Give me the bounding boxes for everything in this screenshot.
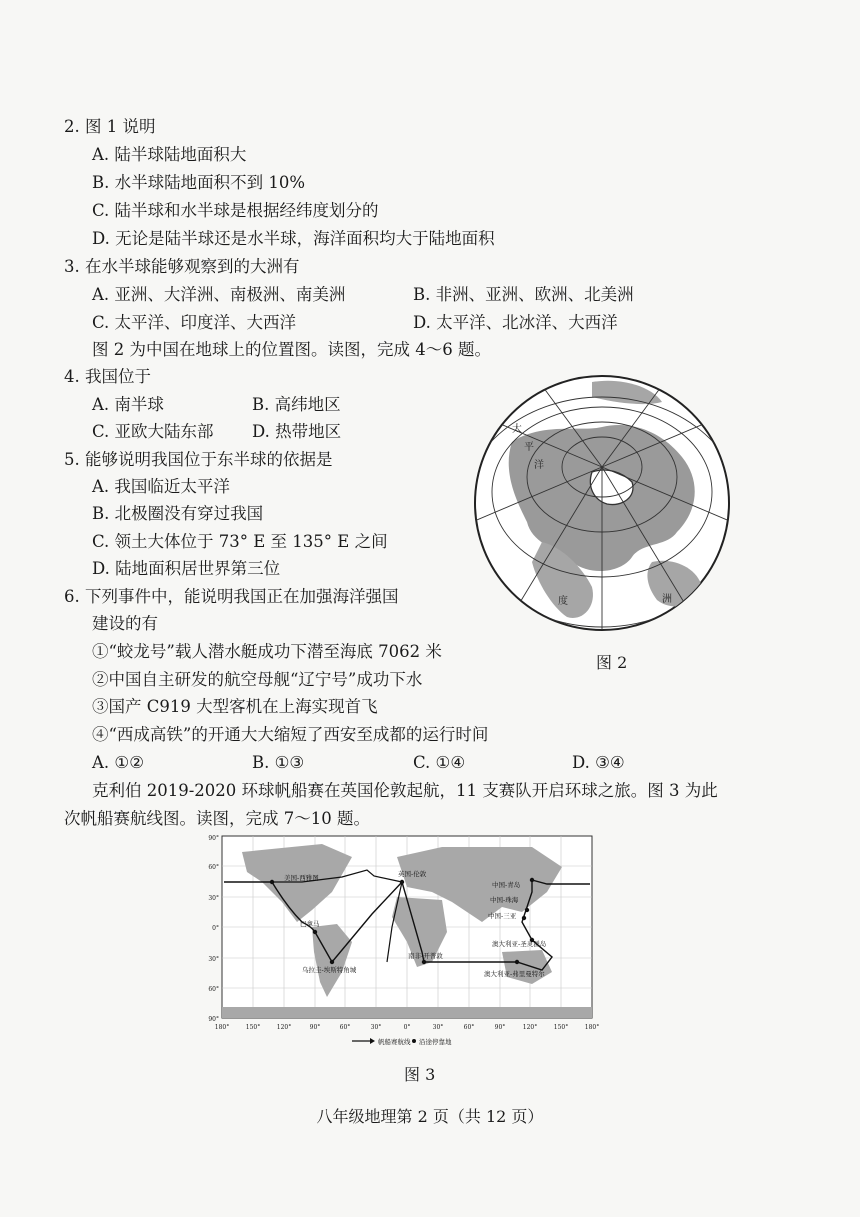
lon-30w: 30° bbox=[370, 1024, 382, 1031]
lat-30n: 30° bbox=[208, 895, 219, 902]
lon-180w: 180° bbox=[214, 1024, 230, 1031]
q4-option-b: B. 高纬地区 bbox=[252, 395, 341, 414]
q2-option-c: C. 陆半球和水半球是根据经纬度划分的 bbox=[92, 201, 379, 220]
lat-60s: 60° bbox=[208, 986, 219, 993]
q5-stem: 5. 能够说明我国位于东半球的依据是 bbox=[64, 450, 333, 469]
page-footer: 八年级地理第 2 页（共 12 页） bbox=[316, 1107, 544, 1126]
legend-arrowhead bbox=[370, 1038, 375, 1044]
globe-label-4: 度 bbox=[558, 596, 568, 607]
label-fremantle: 澳大利亚-弗里曼特尔 bbox=[484, 970, 545, 978]
q4-option-c: C. 亚欧大陆东部 bbox=[92, 422, 214, 441]
q6-stem-line1: 6. 下列事件中，能说明我国正在加强海洋强国 bbox=[64, 587, 399, 606]
q3-stem: 3. 在水半球能够观察到的大洲有 bbox=[64, 257, 300, 276]
map-lat-labels bbox=[208, 835, 219, 1023]
label-zhuhai: 中国-珠海 bbox=[490, 896, 519, 904]
globe-label-3: 洋 bbox=[534, 460, 544, 471]
map-legend bbox=[352, 1037, 452, 1046]
lon-180e: 180° bbox=[584, 1024, 600, 1031]
label-panama: 巴拿马 bbox=[300, 920, 320, 928]
lon-30e: 30° bbox=[432, 1024, 444, 1031]
lon-90w: 90° bbox=[309, 1024, 321, 1031]
q6-stem-line2: 建设的有 bbox=[92, 614, 158, 633]
globe-label-2: 平 bbox=[524, 442, 534, 453]
q5-option-c: C. 领土大体位于 73° E 至 135° E 之间 bbox=[92, 532, 388, 551]
figure-2-caption: 图 2 bbox=[596, 653, 628, 672]
q5-option-d: D. 陆地面积居世界第三位 bbox=[92, 559, 281, 578]
label-qingdao: 中国-青岛 bbox=[492, 881, 521, 889]
figure-2-globe bbox=[472, 372, 732, 634]
label-london: 英国-伦敦 bbox=[398, 870, 427, 878]
q5-option-b: B. 北极圈没有穿过我国 bbox=[92, 504, 264, 523]
figure-3-route-map bbox=[202, 832, 602, 1050]
label-whitsundays: 澳大利亚-圣灵群岛 bbox=[492, 940, 547, 948]
intro-4-6: 图 2 为中国在地球上的位置图。读图，完成 4～6 题。 bbox=[92, 340, 491, 359]
lat-90s: 90° bbox=[208, 1016, 219, 1023]
q6-item-4: ④“西成高铁”的开通大大缩短了西安至成都的运行时间 bbox=[92, 725, 489, 744]
lat-0: 0° bbox=[212, 925, 219, 932]
intro-7-10-line2: 次帆船赛航线图。读图，完成 7～10 题。 bbox=[64, 809, 370, 828]
lat-30s: 30° bbox=[208, 956, 219, 963]
q6-item-1: ①“蛟龙号”载人潜水艇成功下潜至海底 7062 米 bbox=[92, 642, 442, 661]
lat-60n: 60° bbox=[208, 864, 219, 871]
q2-option-a: A. 陆半球陆地面积大 bbox=[92, 145, 247, 164]
lon-150w: 150° bbox=[245, 1024, 261, 1031]
label-seattle: 美国-西雅图 bbox=[284, 874, 319, 882]
lon-60e: 60° bbox=[463, 1024, 475, 1031]
q2-option-d: D. 无论是陆半球还是水半球，海洋面积均大于陆地面积 bbox=[92, 229, 495, 248]
intro-7-10-line1: 克利伯 2019-2020 环球帆船赛在英国伦敦起航，11 支赛队开启环球之旅。图 3 为此 bbox=[92, 781, 718, 800]
lat-90n: 90° bbox=[208, 835, 219, 842]
q3-option-c: C. 太平洋、印度洋、大西洋 bbox=[92, 313, 297, 332]
lon-120e: 120° bbox=[522, 1024, 538, 1031]
label-punta: 乌拉圭-埃斯特角城 bbox=[302, 966, 357, 974]
q4-stem: 4. 我国位于 bbox=[64, 367, 151, 386]
q3-option-b: B. 非洲、亚洲、欧洲、北美洲 bbox=[413, 285, 634, 304]
legend-stop-label: 沿途停靠地 bbox=[419, 1038, 452, 1046]
q4-option-d: D. 热带地区 bbox=[252, 422, 342, 441]
label-sanya: 中国-三亚 bbox=[488, 912, 517, 920]
q3-option-a: A. 亚洲、大洋洲、南极洲、南美洲 bbox=[92, 285, 346, 304]
lon-150e: 150° bbox=[553, 1024, 569, 1031]
q5-option-a: A. 我国临近太平洋 bbox=[92, 477, 230, 496]
label-capetown: 南非-开普敦 bbox=[408, 952, 443, 960]
q6-option-d: D. ③④ bbox=[572, 753, 625, 772]
q3-option-d: D. 太平洋、北冰洋、大西洋 bbox=[413, 313, 618, 332]
q6-item-2: ②中国自主研发的航空母舰“辽宁号”成功下水 bbox=[92, 670, 423, 689]
q6-option-b: B. ①③ bbox=[252, 753, 305, 772]
lon-0: 0° bbox=[403, 1024, 411, 1031]
q4-option-a: A. 南半球 bbox=[92, 395, 164, 414]
q6-item-3: ③国产 C919 大型客机在上海实现首飞 bbox=[92, 697, 378, 716]
globe-label-5: 洲 bbox=[662, 594, 672, 605]
lon-60w: 60° bbox=[339, 1024, 351, 1031]
globe-label-1: 太 bbox=[512, 424, 522, 435]
lon-120w: 120° bbox=[276, 1024, 292, 1031]
legend-route-label: 帆船赛航线 bbox=[378, 1038, 411, 1046]
q6-option-c: C. ①④ bbox=[413, 753, 466, 772]
lon-90e: 90° bbox=[494, 1024, 506, 1031]
q2-stem: 2. 图 1 说明 bbox=[64, 117, 156, 136]
legend-stop-dot bbox=[412, 1039, 416, 1043]
figure-3-caption: 图 3 bbox=[404, 1065, 436, 1084]
q6-option-a: A. ①② bbox=[92, 753, 144, 772]
map-lon-labels bbox=[215, 1024, 599, 1031]
q2-option-b: B. 水半球陆地面积不到 10% bbox=[92, 173, 306, 192]
